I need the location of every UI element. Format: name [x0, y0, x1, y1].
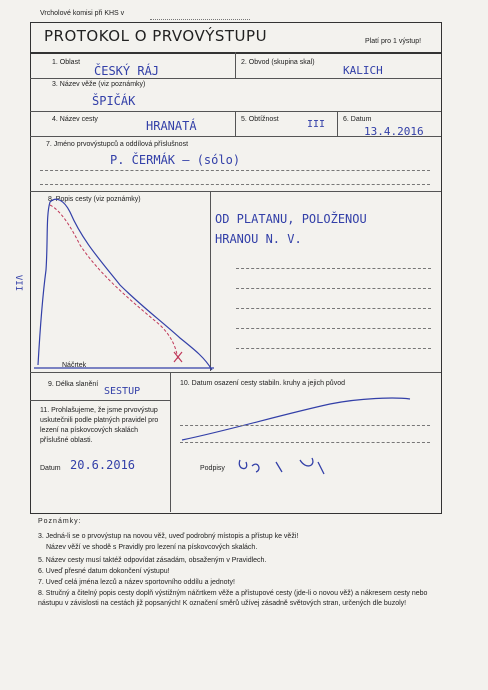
start-mark — [174, 352, 182, 362]
date-value: 13.4.2016 — [364, 125, 424, 138]
route-label: 4. Název cesty — [52, 116, 98, 123]
rappel-label: 9. Délka slanění — [48, 381, 99, 388]
tower-label: 3. Název věže (viz poznámky) — [52, 81, 146, 88]
note-item: 5. Název cesty musí taktéž odpovídat zásadám, obsaženým v Pravidlech. — [38, 557, 267, 564]
description-label: 8. Popis cesty (viz poznámky) — [48, 196, 141, 203]
sign-date-label: Datum — [40, 465, 61, 472]
validity-note: Platí pro 1 výstup! — [365, 38, 422, 45]
tower-value: ŠPIČÁK — [92, 94, 136, 108]
rappel-value: SESTUP — [104, 386, 141, 397]
notes-heading: Poznámky: — [38, 518, 82, 525]
anchor-signature-stroke — [182, 398, 410, 440]
district-value: KALICH — [343, 64, 383, 77]
area-value: ČESKÝ RÁJ — [94, 64, 160, 78]
tower-outline — [38, 199, 212, 370]
description-line-2: HRANOU N. V. — [215, 232, 302, 246]
area-label: 1. Oblast — [52, 59, 81, 66]
district-label: 2. Obvod (skupina skal) — [241, 59, 315, 66]
declaration-text: 11. Prohlašujeme, že jsme prvovýstup uskutečnili podle platných pravidel pro lezení na pískovcových skalách příslušné oblasti. — [40, 407, 159, 444]
climbers-label: 7. Jméno prvovýstupců a oddílová příslušnost — [46, 141, 189, 148]
col-divider-9 — [170, 372, 171, 512]
note-item: 7. Uveď celá jména lezců a název sportovního oddílu a jednoty! — [38, 579, 235, 586]
side-grade-mark: VII — [13, 274, 24, 292]
row-divider-11 — [30, 400, 170, 401]
row-divider-9 — [30, 372, 441, 373]
climbers-value: P. ČERMÁK – (sólo) — [110, 153, 241, 167]
note-item: 6. Uveď přesné datum dokončení výstupu! — [38, 568, 170, 575]
signatures-label: Podpisy — [200, 465, 225, 472]
description-line-1: OD PLATANU, POLOŽENOU — [215, 212, 367, 226]
commission-line: Vrcholové komisi při KHS v — [40, 10, 125, 17]
note-item: 8. Stručný a čitelný popis cesty doplň výstižným náčrtkem věže a přístupové cesty (jde-li o novou věž) a nákresem cesty nebo nástupu v závislosti na cestách již popsaných! K označení směrů užívej zásadně světových stran, určených dle buzoly! — [38, 590, 428, 607]
date-label: 6. Datum — [343, 116, 372, 123]
anchor-dotted-line-1 — [180, 425, 430, 426]
difficulty-label: 5. Obtížnost — [241, 116, 279, 123]
signature-scribble — [239, 458, 324, 474]
note-item: Název věží ve shodě s Pravidly pro lezení na pískovcových skalách. — [46, 544, 258, 551]
route-line — [50, 205, 178, 360]
anchor-dotted-line-2 — [180, 442, 430, 443]
anchor-label: 10. Datum osazení cesty stabiln. kruhy a jejich původ — [180, 380, 345, 387]
form-title: PROTOKOL O PRVOVÝSTUPU — [44, 27, 268, 45]
route-value: HRANATÁ — [146, 119, 197, 133]
sign-date-value: 20.6.2016 — [70, 458, 136, 472]
difficulty-value: III — [307, 119, 326, 130]
note-item: 3. Jedná-li se o prvovýstup na novou věž, uveď podrobný místopis a přístup ke věži! — [38, 533, 299, 540]
sketch-label: Náčrtek — [62, 362, 87, 369]
